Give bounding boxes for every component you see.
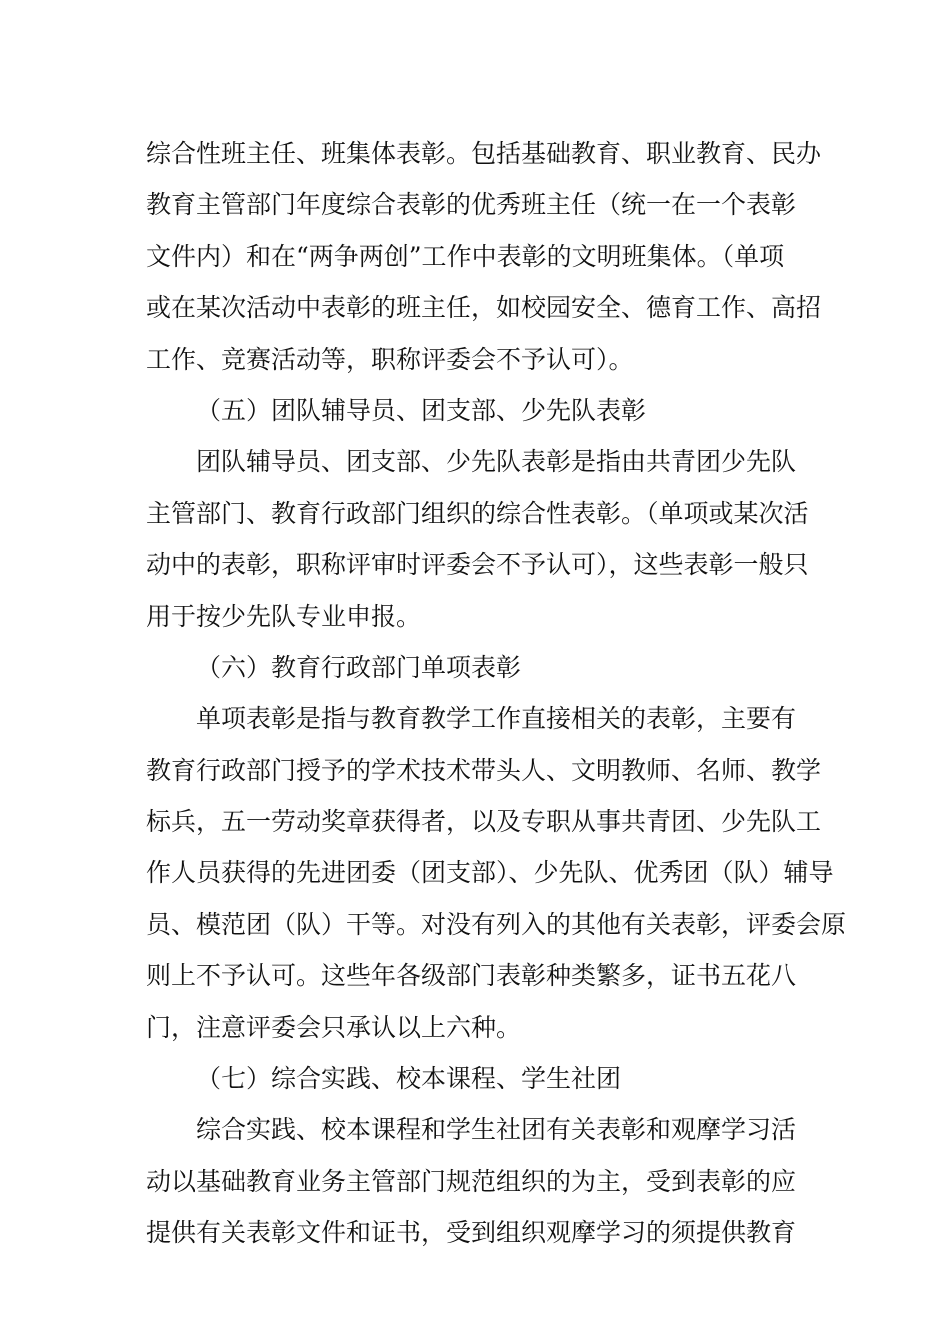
paragraph-line: 工作、竞赛活动等，职称评委会不予认可）。 <box>146 344 634 374</box>
paragraph-line: 综合实践、校本课程和学生社团有关表彰和观摩学习活 <box>196 1115 797 1145</box>
paragraph-line: 作人员获得的先进团委（团支部）、少先队、优秀团（队）辅导 <box>146 858 834 888</box>
paragraph-line: 文件内）和在“两争两创”工作中表彰的文明班集体。（单项 <box>146 241 785 271</box>
paragraph-line: 门，注意评委会只承认以上六种。 <box>146 1012 522 1042</box>
paragraph-line: 则上不予认可。这些年各级部门表彰种类繁多，证书五花八 <box>146 961 797 991</box>
paragraph-line: 教育行政部门授予的学术技术带头人、文明教师、名师、教学 <box>146 755 822 785</box>
paragraph-line: 动中的表彰，职称评审时评委会不予认可），这些表彰一般只 <box>146 550 809 580</box>
document-body <box>146 128 847 1259</box>
paragraph-line: 员、模范团（队）干等。对没有列入的其他有关表彰，评委会原 <box>146 909 847 939</box>
paragraph-line: 单项表彰是指与教育教学工作直接相关的表彰，主要有 <box>196 704 797 734</box>
section-heading-5: （五）团队辅导员、团支部、少先队表彰 <box>196 395 647 425</box>
paragraph-line: 或在某次活动中表彰的班主任，如校园安全、德育工作、高招 <box>146 293 822 323</box>
paragraph-line: 动以基础教育业务主管部门规范组织的为主，受到表彰的应 <box>146 1166 797 1196</box>
paragraph-line: 提供有关表彰文件和证书，受到组织观摩学习的须提供教育 <box>146 1218 797 1248</box>
paragraph-line: 团队辅导员、团支部、少先队表彰是指由共青团少先队 <box>196 447 797 477</box>
paragraph-line: 标兵，五一劳动奖章获得者，以及专职从事共青团、少先队工 <box>146 807 822 837</box>
section-heading-7: （七）综合实践、校本课程、学生社团 <box>196 1064 622 1094</box>
paragraph-line: 用于按少先队专业申报。 <box>146 601 422 631</box>
paragraph-line: 综合性班主任、班集体表彰。包括基础教育、职业教育、民办 <box>146 139 822 168</box>
section-heading-6: （六）教育行政部门单项表彰 <box>196 652 522 682</box>
paragraph-line: 主管部门、教育行政部门组织的综合性表彰。（单项或某次活 <box>146 498 809 528</box>
paragraph-line: 教育主管部门年度综合表彰的优秀班主任（统一在一个表彰 <box>146 190 797 220</box>
